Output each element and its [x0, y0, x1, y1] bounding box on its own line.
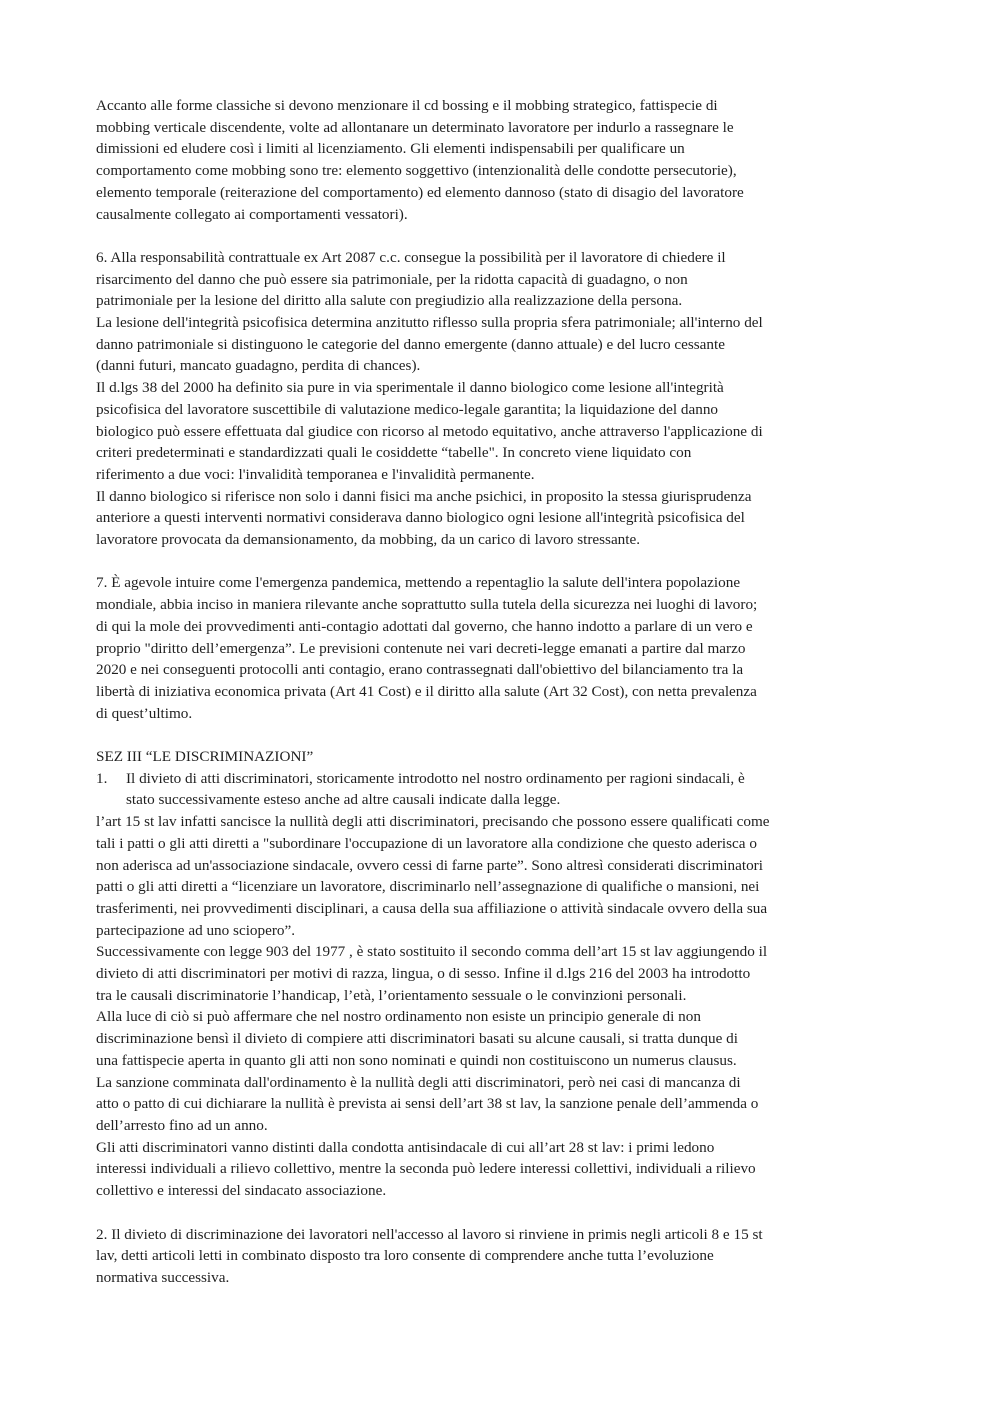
text-line: dimissioni ed eludere così i limiti al licenziamento. Gli elementi indispensabili per qualificare un [96, 140, 685, 158]
text-line: causalmente collegato ai comportamenti vessatori). [96, 205, 408, 223]
text-line: tra le causali discriminatorie l’handicap, l’età, l’orientamento sessuale o le convinzioni personali. [96, 986, 687, 1004]
text-line: 7. È agevole intuire come l'emergenza pandemica, mettendo a repentaglio la salute dell'intera popolazione [96, 574, 741, 592]
text-line: divieto di atti discriminatori per motivi di razza, lingua, o di sesso. Infine il d.lgs 216 del 2003 ha introdotto [96, 965, 751, 983]
text-line: di quest’ultimo. [96, 704, 193, 722]
text-line: 2. Il divieto di discriminazione dei lavoratori nell'accesso al lavoro si rinviene in primis negli articoli 8 e 15 st [96, 1225, 763, 1243]
text-line: trasferimenti, nei provvedimenti disciplinari, a causa della sua affiliazione o attività sindacale ovvero della sua [96, 899, 768, 917]
text-line: tali i patti o gli atti diretti a "subordinare l'occupazione di un lavoratore alla condizione che questo aderisca o [96, 834, 757, 852]
text-line: elemento temporale (reiterazione del comportamento) ed elemento dannoso (stato di disagio del lavoratore [96, 183, 744, 201]
text-line: Gli atti discriminatori vanno distinti dalla condotta antisindacale di cui all’art 28 st lav: i primi ledono [96, 1138, 715, 1156]
paragraph-item-2 [96, 1224, 904, 1289]
paragraph-section-7 [96, 572, 904, 724]
item-number: 1. [96, 769, 108, 787]
paragraph-discriminations [96, 811, 904, 1202]
numbered-item-1 [96, 768, 904, 811]
text-line: partecipazione ad uno sciopero”. [96, 921, 296, 939]
text-line: riferimento a due voci: l'invalidità temporanea e l'invalidità permanente. [96, 465, 535, 483]
text-line: anteriore a questi interventi normativi considerava danno biologico ogni lesione all'integrità psicofisica del [96, 509, 745, 527]
section-heading-text: SEZ III “LE DISCRIMINAZIONI” [96, 748, 314, 766]
text-line: lavoratore provocata da demansionamento, da mobbing, da un carico di lavoro stressante. [96, 531, 641, 549]
text-line: La lesione dell'integrità psicofisica determina anzitutto riflesso sulla propria sfera patrimoniale; all'interno del [96, 314, 763, 332]
paragraph-section-6 [96, 247, 904, 551]
paragraph-mobbing [96, 95, 904, 225]
text-line: libertà di iniziativa economica privata (Art 41 Cost) e il diritto alla salute (Art 32 Cost), con netta prevalenza [96, 682, 757, 700]
text-line: Il d.lgs 38 del 2000 ha definito sia pure in via sperimentale il danno biologico come lesione all'integrità [96, 379, 724, 397]
text-line: 2020 e nei conseguenti protocolli anti contagio, erano contrassegnati dall'obiettivo del bilanciamento tra la [96, 661, 744, 679]
paragraph-gap [96, 724, 904, 746]
paragraph-gap [96, 551, 904, 573]
text-line: l’art 15 st lav infatti sancisce la nullità degli atti discriminatori, precisando che possono essere qualificati come [96, 813, 770, 831]
text-line: atto o patto di cui dichiarare la nullità è prevista ai sensi dell’art 38 st lav, la sanzione penale dell’ammenda o [96, 1095, 759, 1113]
text-line: patrimoniale per la lesione del diritto alla salute con pregiudizio alla realizzazione della persona. [96, 292, 683, 310]
text-line: proprio "diritto dell’emergenza”. Le previsioni contenute nei vari decreti-legge emanati a partire dal marzo [96, 639, 746, 657]
text-line: Accanto alle forme classiche si devono menzionare il cd bossing e il mobbing strategico, fattispecie di [96, 97, 718, 114]
text-line: dell’arresto fino ad un anno. [96, 1117, 268, 1134]
text-line: Il divieto di atti discriminatori, storicamente introdotto nel nostro ordinamento per ragioni sindacali, è [126, 769, 745, 787]
text-line: Alla luce di ciò si può affermare che nel nostro ordinamento non esiste un principio generale di non [96, 1008, 701, 1026]
text-line: criteri predeterminati e standardizzati quali le cosiddette “tabelle". In concreto viene liquidato con [96, 444, 692, 462]
text-line: di qui la mole dei provvedimenti anti-contagio adottati dal governo, che hanno indotto a parlare di un vero e [96, 617, 753, 635]
text-line: mobbing verticale discendente, volte ad allontanare un determinato lavoratore per indurlo a rassegnare le [96, 118, 734, 136]
text-line: Il danno biologico si riferisce non solo i danni fisici ma anche psichici, in proposito la stessa giurisprudenza [96, 487, 752, 505]
text-line: lav, detti articoli letti in combinato disposto tra loro consente di comprendere anche tutta l’evoluzione [96, 1247, 714, 1265]
text-line: (danni futuri, mancato guadagno, perdita di chances). [96, 357, 421, 375]
text-line: biologico può essere effettuata dal giudice con ricorso al metodo equitativo, anche attraverso l'applicazione di [96, 422, 763, 440]
text-line: 6. Alla responsabilità contrattuale ex Art 2087 c.c. consegue la possibilità per il lavoratore di chiedere il [96, 248, 726, 266]
paragraph-gap [96, 1202, 904, 1224]
text-line: mondiale, abbia inciso in maniera rilevante anche soprattutto sulla tutela della sicurezza nei luoghi di lavoro; [96, 596, 758, 614]
text-line: psicofisica del lavoratore suscettibile di valutazione medico-legale garantita; la liquidazione del danno [96, 400, 719, 418]
text-line: interessi individuali a rilievo collettivo, mentre la seconda può ledere interessi collettivi, individuali a rilievo [96, 1160, 756, 1178]
text-line: danno patrimoniale si distinguono le categorie del danno emergente (danno attuale) e del lucro cessante [96, 335, 725, 353]
text-line: discriminazione bensì il divieto di compiere atti discriminatori basati su alcune causali, si tratta dunque di [96, 1030, 738, 1048]
text-line: La sanzione comminata dall'ordinamento è la nullità degli atti discriminatori, però nei casi di mancanza di [96, 1073, 741, 1091]
text-line: normativa successiva. [96, 1268, 230, 1286]
text-line: Successivamente con legge 903 del 1977 , è stato sostituito il secondo comma dell’art 15 st lav aggiungendo il [96, 943, 768, 961]
section-heading [96, 746, 904, 768]
paragraph-gap [96, 225, 904, 247]
text-line: patti o gli atti diretti a “licenziare un lavoratore, discriminarlo nell’assegnazione di qualifiche o mansioni, nei [96, 878, 760, 896]
text-line: risarcimento del danno che può essere sia patrimoniale, per la ridotta capacità di guadagno, o non [96, 270, 688, 288]
text-line: comportamento come mobbing sono tre: elemento soggettivo (intenzionalità delle condotte persecutorie), [96, 162, 737, 180]
text-line: collettivo e interessi del sindacato associazione. [96, 1182, 387, 1200]
text-line: stato successivamente esteso anche ad altre causali indicate dalla legge. [126, 791, 561, 809]
text-line: non aderisca ad un'associazione sindacale, ovvero cessi di farne parte”. Sono altresì considerati discriminatori [96, 856, 763, 874]
text-line: una fattispecie aperta in quanto gli atti non sono nominati e quindi non costituiscono un numerus clausus. [96, 1051, 737, 1069]
